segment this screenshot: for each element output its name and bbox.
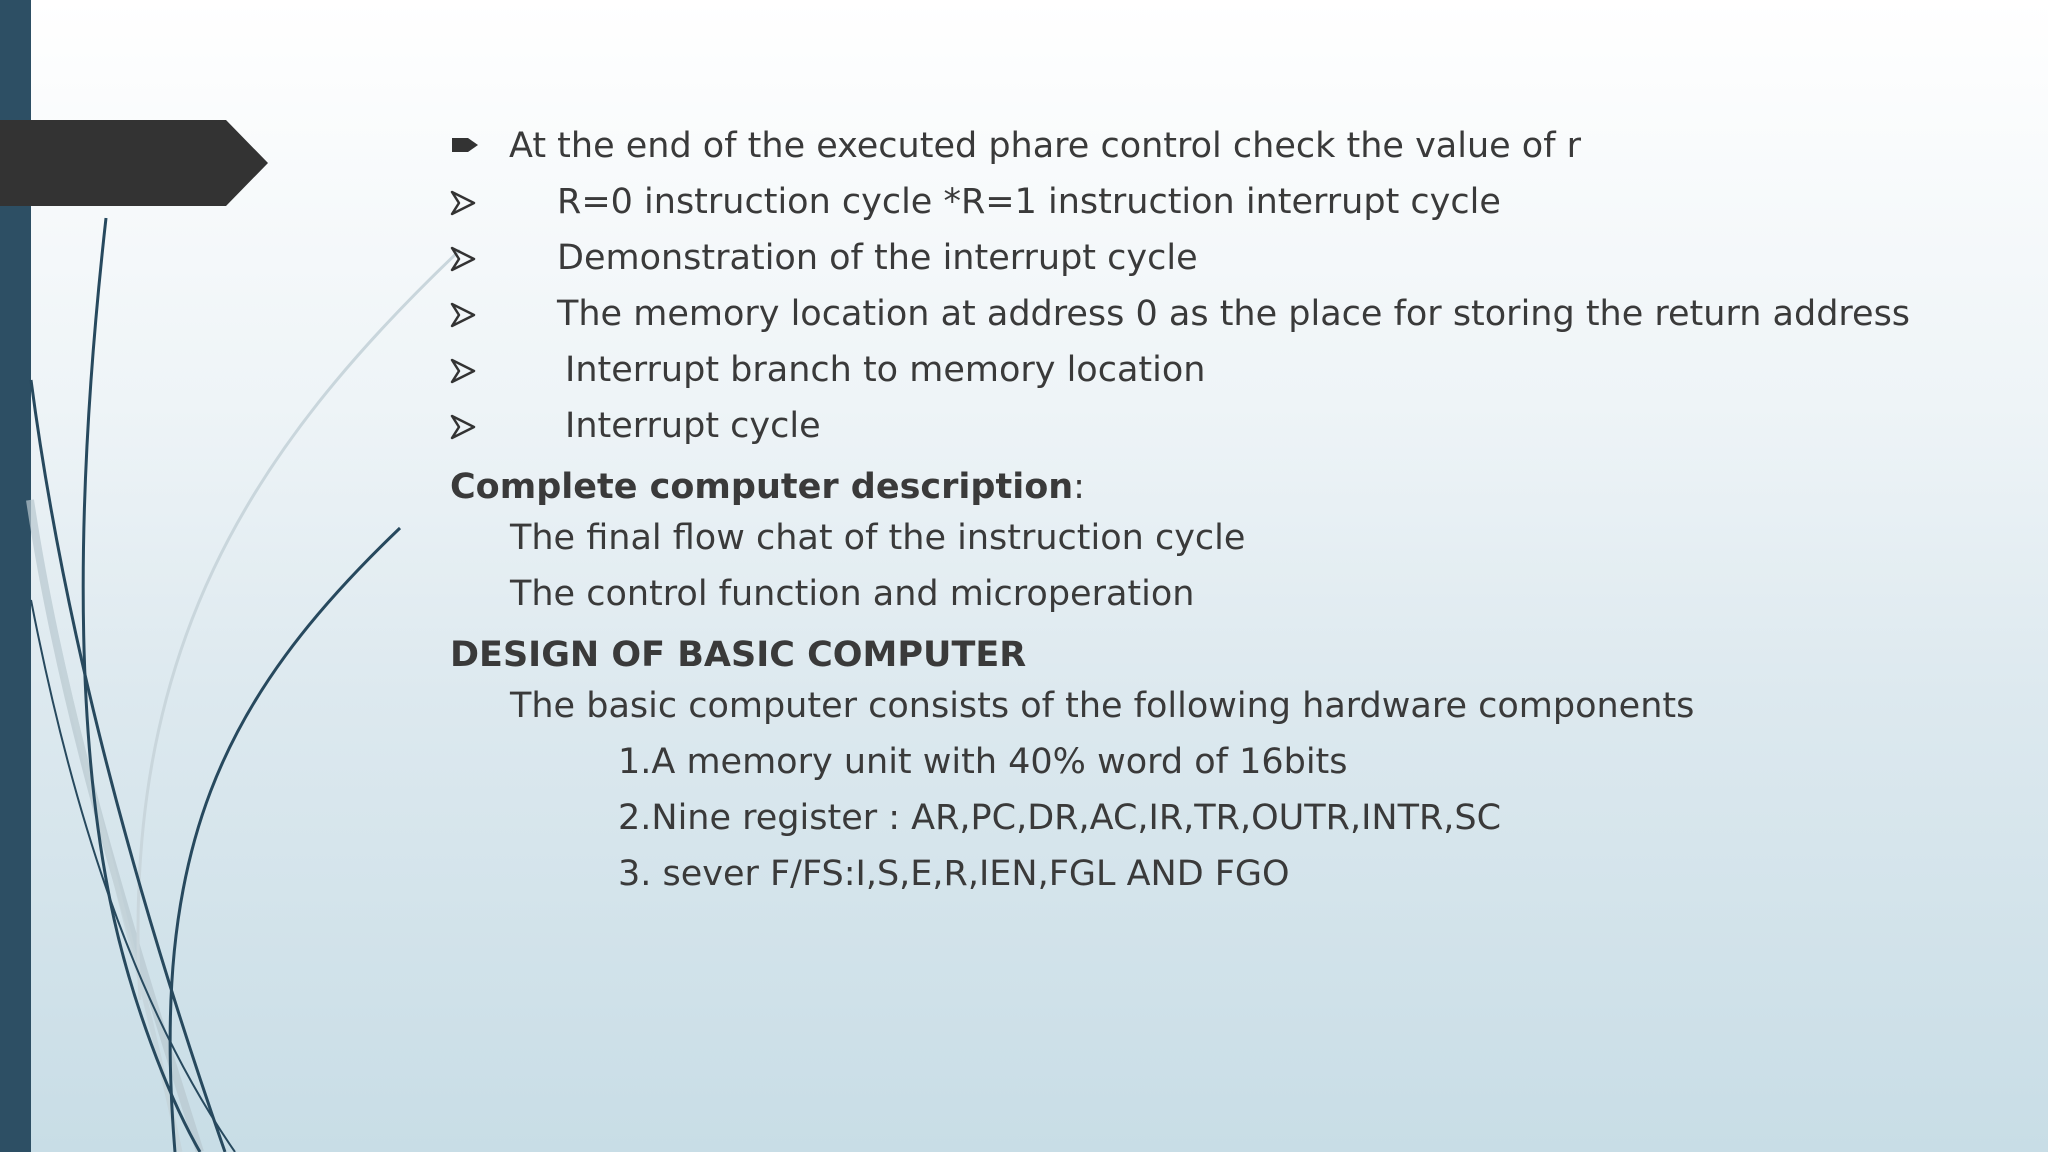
- filled-arrow-bullet-icon: [450, 118, 490, 174]
- bullet-item: [450, 286, 1970, 342]
- section-item: The control function and microperation: [510, 574, 1195, 614]
- arrowhead-bullet-icon: [450, 286, 490, 342]
- arrowhead-bullet-icon: [450, 398, 490, 454]
- section-heading: DESIGN OF BASIC COMPUTER: [450, 635, 1027, 675]
- bullet-text: The memory location at address 0 as the place for storing the return address: [557, 294, 1911, 334]
- bullet-text: Demonstration of the interrupt cycle: [557, 238, 1198, 278]
- slide-content: [450, 118, 1970, 902]
- section-item: 1.A memory unit with 40% word of 16bits: [618, 742, 1348, 782]
- arrowhead-bullet-icon: [450, 174, 490, 230]
- section-item: 2.Nine register : AR,PC,DR,AC,IR,TR,OUTR,INTR,SC: [618, 798, 1502, 838]
- bullet-text: Interrupt branch to memory location: [565, 350, 1206, 390]
- section-heading: [450, 462, 1970, 512]
- heading-colon: :: [1073, 467, 1085, 507]
- arrowhead-bullet-icon: [450, 230, 490, 286]
- bullet-item: [450, 230, 1970, 286]
- bullet-item: [450, 118, 1970, 174]
- bullet-item: [450, 398, 1970, 454]
- title-tag-shape: [0, 120, 270, 206]
- section-item: 3. sever F/FS:I,S,E,R,IEN,FGL AND FGO: [618, 854, 1290, 894]
- section-item: The final flow chat of the instruction cycle: [510, 518, 1246, 558]
- arrowhead-bullet-icon: [450, 342, 490, 398]
- bullet-item: [450, 174, 1970, 230]
- section-heading-text: Complete computer description: [450, 467, 1074, 507]
- section-intro: The basic computer consists of the following hardware components: [510, 686, 1695, 726]
- bullet-text: Interrupt cycle: [565, 406, 821, 446]
- bullet-text: At the end of the executed phare control check the value of r: [509, 126, 1582, 166]
- bullet-item: [450, 342, 1970, 398]
- bullet-text: R=0 instruction cycle *R=1 instruction interrupt cycle: [557, 182, 1501, 222]
